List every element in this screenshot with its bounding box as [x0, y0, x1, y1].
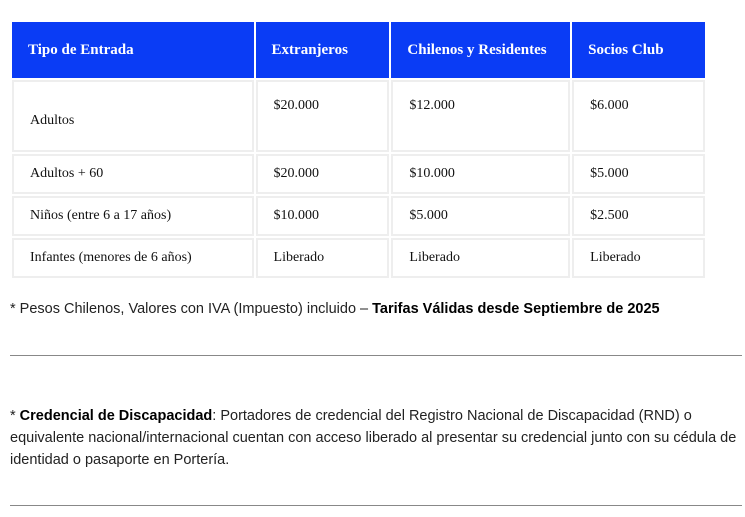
price-note-validity: Tarifas Válidas desde Septiembre de 2025 — [372, 301, 660, 317]
price-cell: Liberado — [391, 238, 570, 278]
header-ticket-type: Tipo de Entrada — [12, 22, 254, 78]
disability-note-prefix: * — [10, 408, 20, 424]
table-header-row — [12, 22, 705, 78]
price-cell: $10.000 — [256, 196, 390, 236]
price-cell: $6.000 — [572, 80, 705, 152]
price-cell: Liberado — [256, 238, 390, 278]
header-chileans-residents: Chilenos y Residentes — [391, 22, 570, 78]
disability-note-text: : Portadores de credencial del Registro Nacional de Discapacidad (RND) o equivalente nacional/internacional cuentan con acceso liberado al presentar su credencial junto con su cédula de identidad o pasaporte en Portería. — [10, 408, 737, 468]
price-cell: $5.000 — [572, 154, 705, 194]
price-cell: $5.000 — [391, 196, 570, 236]
price-cell: $20.000 — [256, 154, 390, 194]
price-cell: $10.000 — [391, 154, 570, 194]
table-row — [12, 196, 705, 236]
row-label: Adultos + 60 — [12, 154, 254, 194]
table-row — [12, 80, 705, 152]
header-club-members: Socios Club — [572, 22, 705, 78]
price-cell: $2.500 — [572, 196, 705, 236]
price-cell: $20.000 — [256, 80, 390, 152]
table-row — [12, 154, 705, 194]
header-foreigners: Extranjeros — [256, 22, 390, 78]
table-row — [12, 238, 705, 278]
price-note — [10, 299, 742, 319]
price-table — [10, 20, 707, 280]
row-label: Niños (entre 6 a 17 años) — [12, 196, 254, 236]
row-label: Adultos — [12, 80, 254, 152]
price-cell: $12.000 — [391, 80, 570, 152]
divider — [10, 355, 742, 356]
disability-note — [10, 405, 744, 471]
row-label: Infantes (menores de 6 años) — [12, 238, 254, 278]
price-cell: Liberado — [572, 238, 705, 278]
divider — [10, 505, 742, 506]
price-note-text: * Pesos Chilenos, Valores con IVA (Impuesto) incluido – — [10, 301, 373, 317]
disability-note-title: Credencial de Discapacidad — [19, 408, 213, 424]
